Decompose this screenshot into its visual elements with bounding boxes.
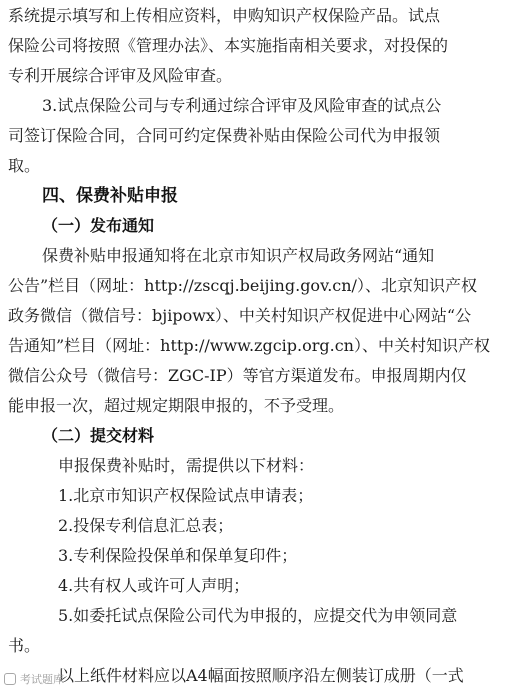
list-item-4: 4.共有权人或许可人声明；: [58, 576, 250, 595]
text-line-12: 告通知”栏目（网址：http://www.zgcip.org.cn）、中关村知识产权: [8, 336, 490, 355]
text-line-5: 司签订保险合同，合同可约定保费补贴由保险公司代为申报领: [8, 126, 441, 145]
list-item-2: 2.投保专利信息汇总表；: [58, 516, 234, 535]
text-line-23: 以上纸件材料应以A4幅面按照顺序沿左侧装订成册（一式: [58, 666, 464, 685]
watermark-text: 考试题库: [20, 673, 64, 686]
text-line-11: 政务微信（微信号：bjipowx）、中关村知识产权促进中心网站“公: [8, 306, 472, 325]
text-line-16: 申报保费补贴时，需提供以下材料：: [58, 456, 315, 475]
logo-icon: [4, 673, 16, 685]
list-item-1: 1.北京市知识产权保险试点申请表；: [58, 486, 314, 505]
text-line-4: 3.试点保险公司与专利通过综合评审及风险审查的试点公: [42, 96, 442, 115]
text-line-6: 取。: [8, 156, 41, 175]
subsection-heading-notice: （一）发布通知: [42, 216, 155, 235]
text-line-9: 保费补贴申报通知将在北京市知识产权局政务网站“通知: [42, 246, 435, 265]
watermark: [4, 670, 64, 688]
text-line-3: 专利开展综合评审及风险审查。: [8, 66, 233, 85]
list-item-5: 5.如委托试点保险公司代为申报的，应提交代为申领同意: [58, 606, 458, 625]
text-line-10: 公告”栏目（网址：http://zscqj.beijing.gov.cn/）、北京知识产权: [8, 276, 477, 295]
list-item-3: 3.专利保险投保单和保单复印件；: [58, 546, 298, 565]
text-line-14: 能申报一次，超过规定期限申报的，不予受理。: [8, 396, 345, 415]
text-line-1: 系统提示填写和上传相应资料，申购知识产权保险产品。试点: [8, 6, 441, 25]
text-line-22: 书。: [8, 636, 41, 655]
text-line-13: 微信公众号（微信号：ZGC-IP）等官方渠道发布。申报周期内仅: [8, 366, 467, 385]
section-heading: 四、保费补贴申报: [42, 186, 178, 206]
text-line-2: 保险公司将按照《管理办法》、本实施指南相关要求，对投保的: [8, 36, 449, 55]
subsection-heading-materials: （二）提交材料: [42, 426, 155, 445]
